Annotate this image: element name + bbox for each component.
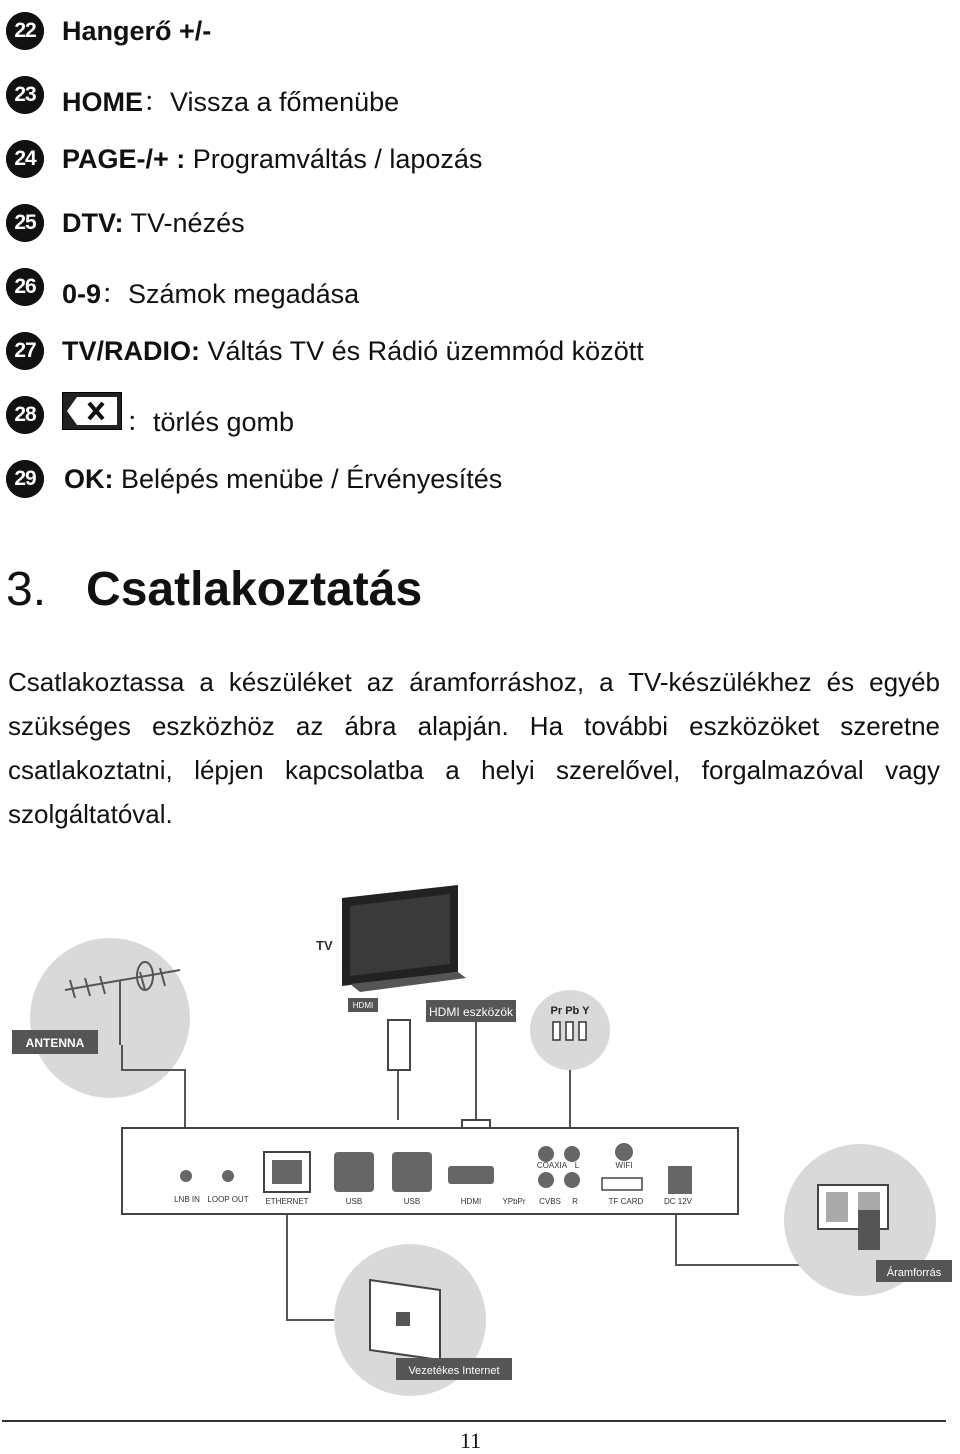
item-text: Hangerő +/- <box>62 16 212 46</box>
hdmi-devices-label: HDMI eszközök <box>428 1005 514 1019</box>
number-27-icon: 27 <box>6 332 44 370</box>
section-title: Csatlakoztatás <box>86 563 423 616</box>
svg-text:COAXIA: COAXIA <box>536 1161 568 1170</box>
power-label: Áramforrás <box>886 1267 942 1279</box>
svg-text:DC 12V: DC 12V <box>663 1197 693 1206</box>
list-item-26 <box>0 268 900 318</box>
number-22-icon: 22 <box>6 12 44 50</box>
list-item-24 <box>0 140 900 190</box>
internet-label: Vezetékes Internet <box>408 1365 500 1377</box>
svg-text:ETHERNET: ETHERNET <box>265 1197 309 1206</box>
number-25-icon: 25 <box>6 204 44 242</box>
svg-text:HDMI: HDMI <box>460 1197 482 1206</box>
svg-text:LOOP OUT: LOOP OUT <box>207 1195 249 1204</box>
list-item-23 <box>0 76 900 126</box>
number-24-icon: 24 <box>6 140 44 178</box>
item-text: ：törlés gomb <box>126 407 295 437</box>
tv-label: TV <box>316 938 333 953</box>
number-26-icon: 26 <box>6 268 44 306</box>
svg-text:USB: USB <box>403 1197 421 1206</box>
number-29-icon: 29 <box>6 460 44 498</box>
list-item-29 <box>0 460 900 510</box>
section-heading <box>6 562 422 617</box>
tv-icon <box>342 885 466 992</box>
list-item-22 <box>0 12 900 62</box>
svg-text:LNB IN: LNB IN <box>174 1195 200 1204</box>
svg-text:TF CARD: TF CARD <box>608 1197 644 1206</box>
list-item-25 <box>0 204 900 254</box>
delete-key-icon <box>62 392 122 430</box>
hdmi-connector-icon <box>388 1020 410 1070</box>
item-text: HOME：Vissza a főmenübe <box>62 87 400 117</box>
svg-text:WIFI: WIFI <box>615 1161 633 1170</box>
number-28-icon: 28 <box>6 396 44 434</box>
rca-plugs-icon <box>553 1022 586 1040</box>
section-number: 3. <box>6 563 47 616</box>
item-text: PAGE-/+ : Programváltás / lapozás <box>62 144 483 174</box>
page-number: 11 <box>460 1428 482 1453</box>
connection-diagram <box>0 880 960 1410</box>
svg-text:R: R <box>572 1197 578 1206</box>
hdmi-small-label: HDMI <box>352 1001 374 1010</box>
component-label: Pr Pb Y <box>550 1005 590 1017</box>
intro-paragraph: Csatlakoztassa a készüléket az áramforráshoz, a TV-készülékhez és egyéb szükséges eszközhöz az ábra alapján. Ha további eszközöket szeretne csatlakoztatni, lépjen kapcsolatba a helyi szerelővel, forgalmazóval vagy szolgáltatóval. <box>8 667 940 829</box>
number-23-icon: 23 <box>6 76 44 114</box>
list-item-28 <box>0 396 900 446</box>
antenna-circle <box>30 938 190 1098</box>
svg-text:L: L <box>574 1161 580 1170</box>
svg-text:USB: USB <box>345 1197 363 1206</box>
footer-rule <box>2 1420 946 1422</box>
svg-text:YPbPr: YPbPr <box>502 1197 526 1206</box>
item-text: TV/RADIO: Váltás TV és Rádió üzemmód között <box>62 336 644 366</box>
item-text: OK: Belépés menübe / Érvényesítés <box>64 464 503 494</box>
item-text: DTV: TV-nézés <box>62 208 245 238</box>
svg-text:CVBS: CVBS <box>539 1197 561 1206</box>
antenna-label: ANTENNA <box>25 1036 85 1050</box>
list-item-27 <box>0 332 900 382</box>
item-text: 0-9：Számok megadása <box>62 279 360 309</box>
